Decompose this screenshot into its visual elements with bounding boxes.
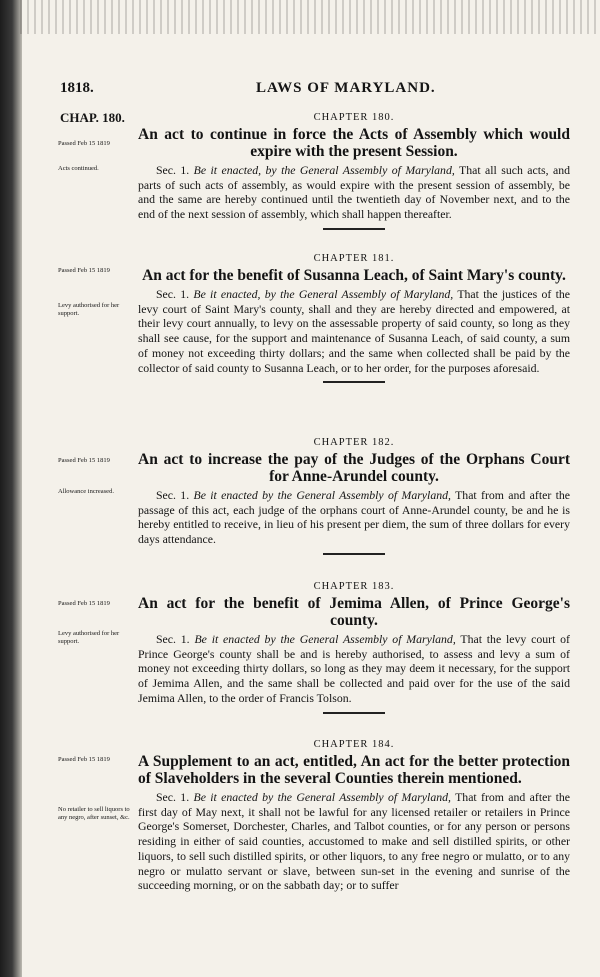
side-note: Allowance increased. — [58, 488, 114, 495]
section-label: Sec. 1. — [156, 488, 190, 502]
chapter-heading: CHAPTER 181. — [313, 253, 395, 264]
chapter-title: An act for the benefit of Jemima Allen, of Prince George's county. — [138, 595, 570, 629]
chapter-title: An act to continue in force the Acts of Assembly which would expire with the present Session. — [138, 126, 570, 160]
section-label: Sec. 1. — [156, 163, 190, 177]
chapter-184 — [138, 738, 570, 893]
running-title: LAWS OF MARYLAND. — [256, 80, 436, 96]
section-label: Sec. 1. — [156, 790, 190, 804]
chapter-title: An act to increase the pay of the Judges of the Orphans Court for Anne-Arundel county. — [138, 451, 570, 485]
chapter-heading: CHAPTER 180. — [313, 112, 395, 123]
scan-top-noise — [20, 0, 600, 34]
passed-date: Passed Feb 15 1819 — [58, 457, 110, 464]
chapter-body — [138, 790, 570, 893]
chapter-body — [138, 632, 570, 706]
chapter-183 — [138, 580, 570, 714]
chapter-heading: CHAPTER 182. — [313, 437, 395, 448]
enacting-clause: Be it enacted by the General Assembly of Maryland, — [194, 632, 456, 646]
enacting-clause: Be it enacted, by the General Assembly of Maryland, — [193, 287, 454, 301]
section-label: Sec. 1. — [156, 632, 190, 646]
section-text: That the justices of the levy court of Saint Mary's county, shall and they are hereby directed and empowered, at their levy court annually, to levy on the assessable property of said county, so long as they shall see cause, for the support and maintenance of Susanna Leach, of said county, a sum of money not exceeding thirty dollars; and the same when collected shall be paid by the collector of said county to Susanna Leach, or to her order, for the purposes aforesaid. — [138, 287, 571, 375]
chapter-body — [138, 163, 570, 222]
enacting-clause: Be it enacted by the General Assembly of Maryland, — [193, 488, 451, 502]
section-label: Sec. 1. — [156, 287, 190, 301]
chapter-divider — [323, 381, 385, 383]
section-text: That from and after the first day of May next, it shall not be lawful for any licensed retailer or retailers in Prince George's Somerset, Dorchester, Charles, and Talbot counties, or for any person or persons residing in either of said counties, accustomed to make and sell distilled spirits, or other liquors, to sell such distilled spirits, or other liquors, to any free negro or mulatto, or to any negro or mulatto servant or slave, between sun-set in the evening and sunrise of the succeeding morning, or on the sabbath day; or to suffer — [138, 790, 570, 893]
chapter-heading: CHAPTER 183. — [313, 581, 395, 592]
chapter-180 — [138, 111, 570, 230]
passed-date: Passed Feb 15 1819 — [58, 600, 110, 607]
passed-date: Passed Feb 15 1819 — [58, 756, 110, 763]
side-note: Levy authorised for her support. — [58, 302, 120, 317]
passed-date: Passed Feb 15 1819 — [58, 140, 110, 147]
chapter-divider — [323, 553, 385, 555]
enacting-clause: Be it enacted by the General Assembly of Maryland, — [193, 790, 451, 804]
chapter-number-margin: CHAP. 180. — [60, 110, 125, 125]
chapter-divider — [323, 228, 385, 230]
section-text: That from and after the passage of this act, each judge of the orphans court of Anne-Arundel county, be and he is hereby entitled to receive, in lieu of his present per diem, the sum of three dollars for every days attendance. — [138, 488, 570, 547]
passed-date: Passed Feb 15 1819 — [58, 267, 110, 274]
chapter-heading: CHAPTER 184. — [313, 739, 395, 750]
chapter-title: An act for the benefit of Susanna Leach, of Saint Mary's county. — [142, 267, 566, 284]
chapter-body — [138, 287, 570, 375]
chapter-182 — [138, 436, 570, 555]
side-note: No retailer to sell liquors to any negro, after sunset, &c. — [58, 806, 130, 821]
side-note: Acts continued. — [58, 165, 99, 172]
running-header — [60, 80, 580, 100]
page-year: 1818. — [60, 80, 94, 96]
chapter-181 — [138, 252, 570, 383]
chapter-divider — [323, 712, 385, 714]
enacting-clause: Be it enacted, by the General Assembly of Maryland, — [193, 163, 455, 177]
scan-edge-shadow — [0, 0, 22, 977]
side-note: Levy authorised for her support. — [58, 630, 120, 645]
section-text: That all such acts, and parts of such acts of assembly, as would expire with the present session of assembly, be and the same are hereby continued until the twentieth day of November next, and to the end of the next session of assembly, which shall happen thereafter. — [138, 163, 571, 222]
section-text: That the levy court of Prince George's county shall be and is hereby authorised, to assess and levy a sum of money not exceeding thirty dollars, so long as they may deem it necessary, for the support of Jemima Allen, and the same shall be collected and paid over for the use of the said Jemima Allen, to the order of Francis Tolson. — [138, 632, 570, 705]
chapter-title: A Supplement to an act, entitled, An act for the better protection of Slaveholders in the several Counties therein mentioned. — [138, 753, 570, 787]
chapter-body — [138, 488, 570, 547]
